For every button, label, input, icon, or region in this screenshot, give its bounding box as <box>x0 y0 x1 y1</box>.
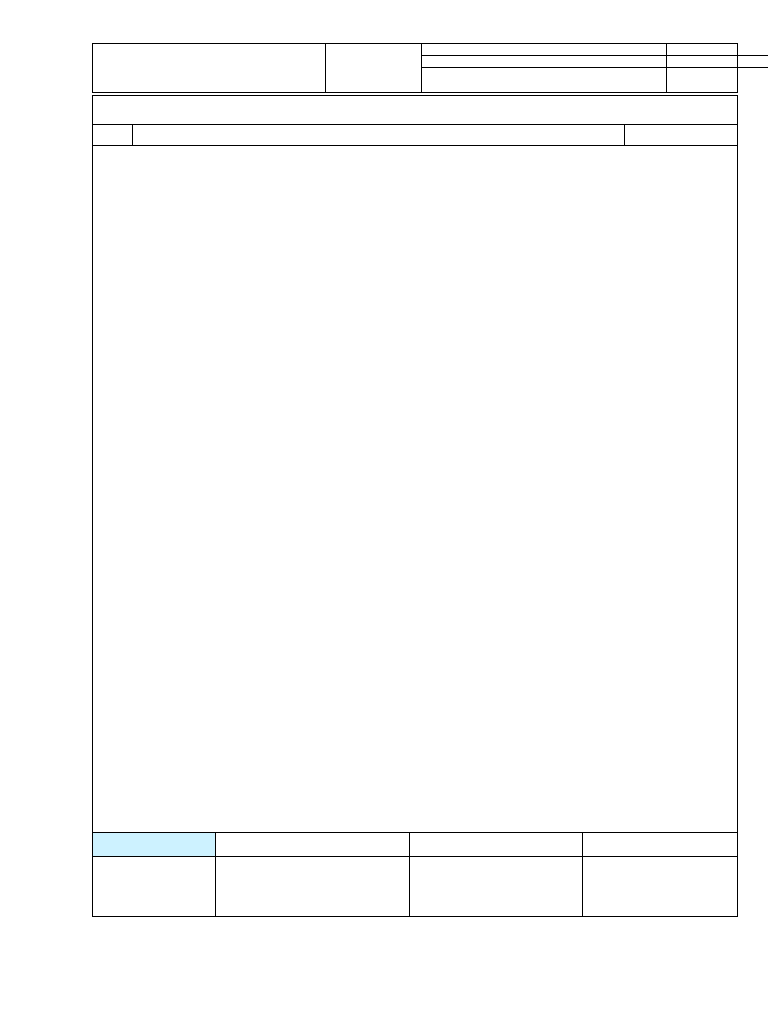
header-row-tgl-revisi <box>665 56 768 68</box>
signature-header-nama <box>216 833 409 857</box>
signature-highlight-cell <box>93 833 215 857</box>
signature-label-cell <box>93 833 216 916</box>
signature-header-jabatan <box>410 833 582 857</box>
column-header-no <box>93 124 133 146</box>
column-header-keterangan <box>625 124 737 146</box>
signature-header-tanda-tangan <box>583 833 737 857</box>
header-info-left <box>421 44 667 92</box>
sop-label <box>93 44 326 92</box>
signature-tanda-tangan-cell <box>583 833 737 916</box>
header-row-halaman <box>665 68 768 92</box>
signature-nama-cell <box>216 833 410 916</box>
header-row-kode-dokumen <box>422 44 666 56</box>
page-title <box>93 96 737 125</box>
column-header-steps <box>133 124 625 146</box>
signature-table <box>92 833 738 917</box>
document-header <box>92 43 738 93</box>
header-row-tgl-edisi <box>422 56 666 68</box>
header-info-right <box>665 44 737 92</box>
header-row-review <box>422 68 666 92</box>
procedure-table <box>92 95 738 833</box>
signature-jabatan-cell <box>410 833 583 916</box>
header-row-nomor-revisi <box>665 44 768 56</box>
